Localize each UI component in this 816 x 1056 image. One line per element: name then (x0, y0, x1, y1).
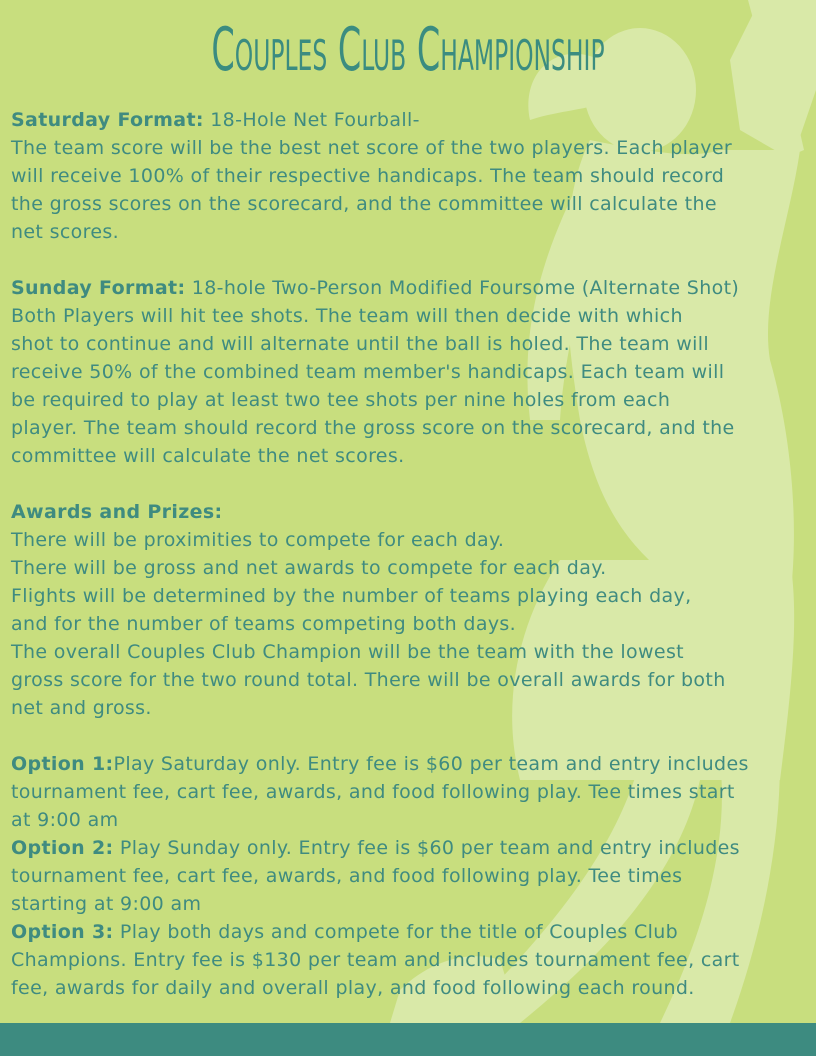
page-title: Couples Club Championship (211, 15, 605, 85)
awards-line-4: and for the number of teams competing both days. (11, 613, 517, 635)
option3-line-2: Champions. Entry fee is $130 per team and includes tournament fee, cart (11, 949, 740, 971)
option1-line-3: at 9:00 am (11, 809, 119, 831)
sunday-line-5: be required to play at least two tee shots per nine holes from each (11, 389, 671, 411)
sunday-text: 18-hole Two-Person Modified Foursome (Alternate Shot) (185, 277, 740, 299)
saturday-line-2: The team score will be the best net score of the two players. Each player (11, 137, 733, 159)
option2-line-2: tournament fee, cart fee, awards, and food following play. Tee times (11, 865, 683, 887)
option1-line-2: tournament fee, cart fee, awards, and food following play. Tee times start (11, 781, 735, 803)
sunday-line-3: shot to continue and will alternate until the ball is holed. The team will (11, 333, 710, 355)
sunday-line-6: player. The team should record the gross score on the scorecard, and the (11, 417, 735, 439)
awards-line-5: The overall Couples Club Champion will be the team with the lowest (11, 641, 684, 663)
sunday-line-7: committee will calculate the net scores. (11, 445, 405, 467)
option3-heading: Option 3: (11, 921, 114, 943)
option3-text: Play both days and compete for the title of Couples Club (113, 921, 679, 943)
footer-bar (0, 1023, 816, 1056)
sunday-line-1 (11, 274, 816, 302)
saturday-line-1 (11, 106, 816, 134)
option3-line-3: fee, awards for daily and overall play, and food following each round. (11, 977, 695, 999)
option2-heading: Option 2: (11, 837, 114, 859)
awards-heading: Awards and Prizes: (11, 501, 223, 523)
awards-heading-line (11, 498, 816, 526)
awards-line-7: net and gross. (11, 697, 152, 719)
sunday-line-4: receive 50% of the combined team member's handicaps. Each team will (11, 361, 725, 383)
saturday-heading: Saturday Format: (11, 109, 204, 131)
document-body (11, 106, 816, 1002)
saturday-text: 18-Hole Net Fourball- (203, 109, 420, 131)
sunday-line-2: Both Players will hit tee shots. The team will then decide with which (11, 305, 683, 327)
option2-line-3: starting at 9:00 am (11, 893, 202, 915)
option2-text: Play Sunday only. Entry fee is $60 per team and entry includes (113, 837, 740, 859)
awards-line-3: Flights will be determined by the number of teams playing each day, (11, 585, 692, 607)
option2-line-1 (11, 834, 816, 862)
awards-line-2: There will be gross and net awards to compete for each day. (11, 557, 607, 579)
option1-line-1 (11, 750, 816, 778)
awards-line-1: There will be proximities to compete for each day. (11, 529, 505, 551)
saturday-line-5: net scores. (11, 221, 120, 243)
option1-text: Play Saturday only. Entry fee is $60 per team and entry includes (113, 753, 749, 775)
saturday-line-3: will receive 100% of their respective handicaps. The team should record (11, 165, 725, 187)
sunday-heading: Sunday Format: (11, 277, 186, 299)
awards-line-6: gross score for the two round total. There will be overall awards for both (11, 669, 726, 691)
option3-line-1 (11, 918, 816, 946)
option1-heading: Option 1: (11, 753, 114, 775)
saturday-line-4: the gross scores on the scorecard, and the committee will calculate the (11, 193, 717, 215)
